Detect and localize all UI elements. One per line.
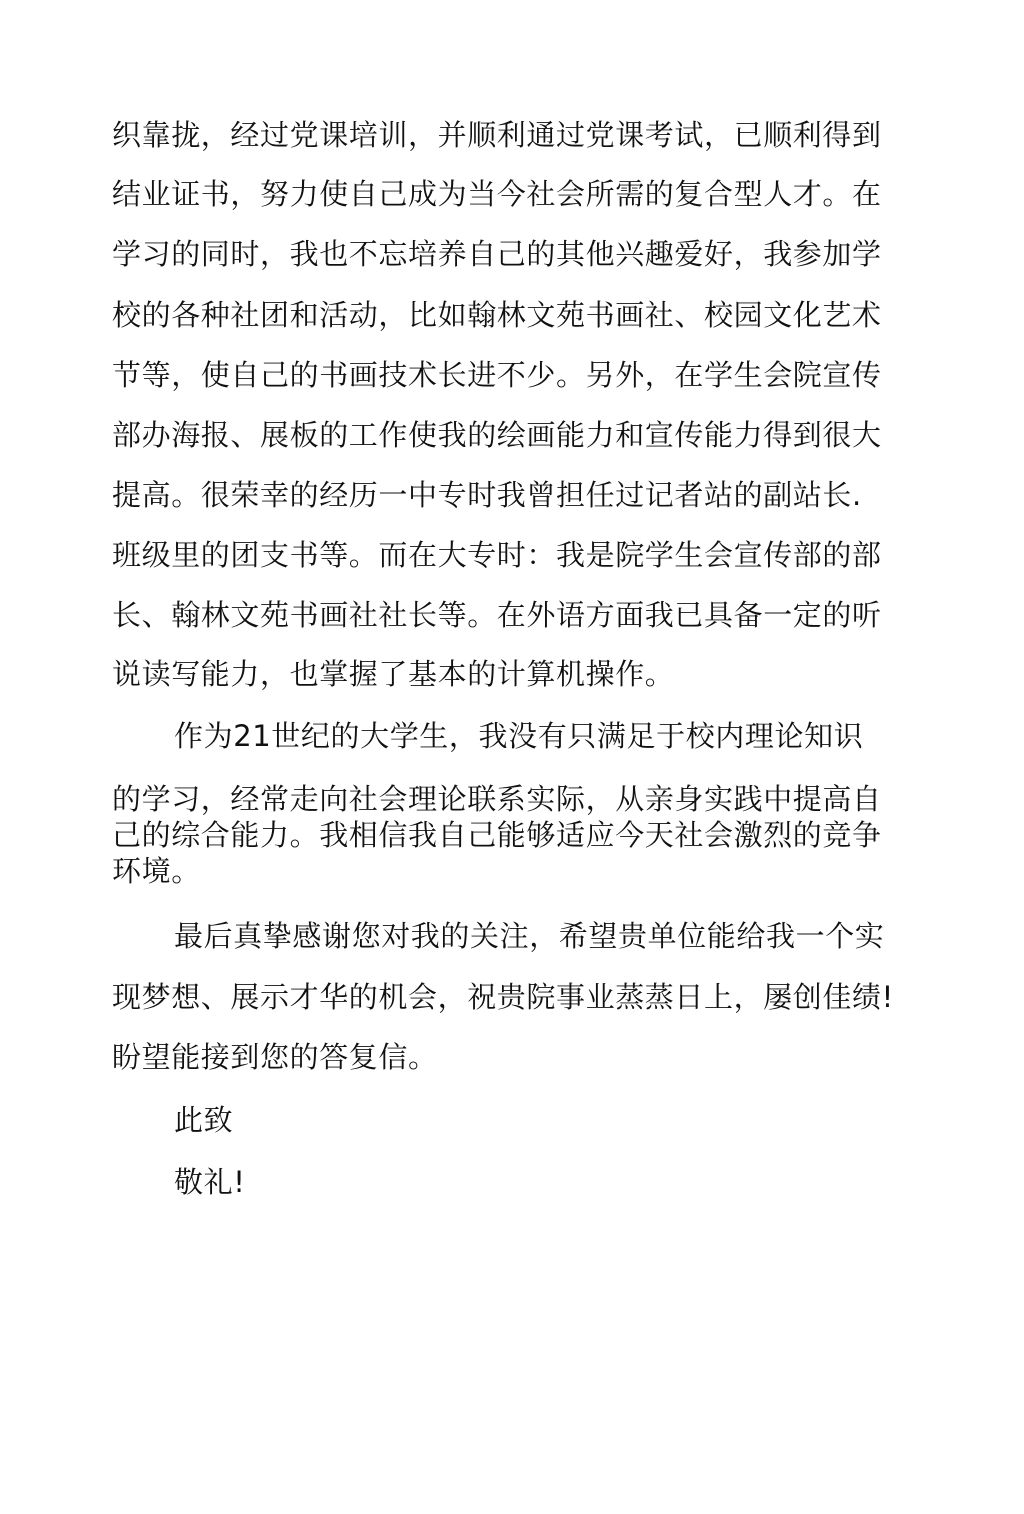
text-line: 学习的同时，我也不忘培养自己的其他兴趣爱好，我参加学 xyxy=(112,237,882,271)
text-line: 长、翰林文苑书画社社长等。在外语方面我已具备一定的听 xyxy=(112,598,882,632)
paragraph-first-line: 最后真挚感谢您对我的关注，希望贵单位能给我一个实 xyxy=(174,919,885,953)
text-line: 盼望能接到您的答复信。 xyxy=(112,1040,438,1074)
text-line: 班级里的团支书等。而在大专时：我是院学生会宣传部的部 xyxy=(112,538,882,572)
text-line: 节等，使自己的书画技术长进不少。另外，在学生会院宣传 xyxy=(112,358,882,392)
text-line: 现梦想、展示才华的机会，祝贵院事业蒸蒸日上，屡创佳绩! xyxy=(112,980,894,1014)
paragraph-first-line: 作为21世纪的大学生，我没有只满足于校内理论知识 xyxy=(174,719,864,753)
text-line: 说读写能力，也掌握了基本的计算机操作。 xyxy=(112,657,675,691)
text-line: 提高。很荣幸的经历一中专时我曾担任过记者站的副站长. xyxy=(112,478,862,512)
closing-salutation: 此致 xyxy=(174,1103,234,1137)
text-line: 的学习，经常走向社会理论联系实际，从亲身实践中提高自 xyxy=(112,782,882,816)
text-line: 结业证书，努力使自己成为当今社会所需的复合型人才。在 xyxy=(112,177,882,211)
text-line: 环境。 xyxy=(112,854,201,888)
closing-regards: 敬礼! xyxy=(174,1165,246,1199)
text-line: 部办海报、展板的工作使我的绘画能力和宣传能力得到很大 xyxy=(112,418,882,452)
text-line: 织靠拢，经过党课培训，并顺利通过党课考试，已顺利得到 xyxy=(112,118,882,152)
text-line: 己的综合能力。我相信我自己能够适应今天社会激烈的竞争 xyxy=(112,818,882,852)
text-line: 校的各种社团和活动，比如翰林文苑书画社、校园文化艺术 xyxy=(112,298,882,332)
